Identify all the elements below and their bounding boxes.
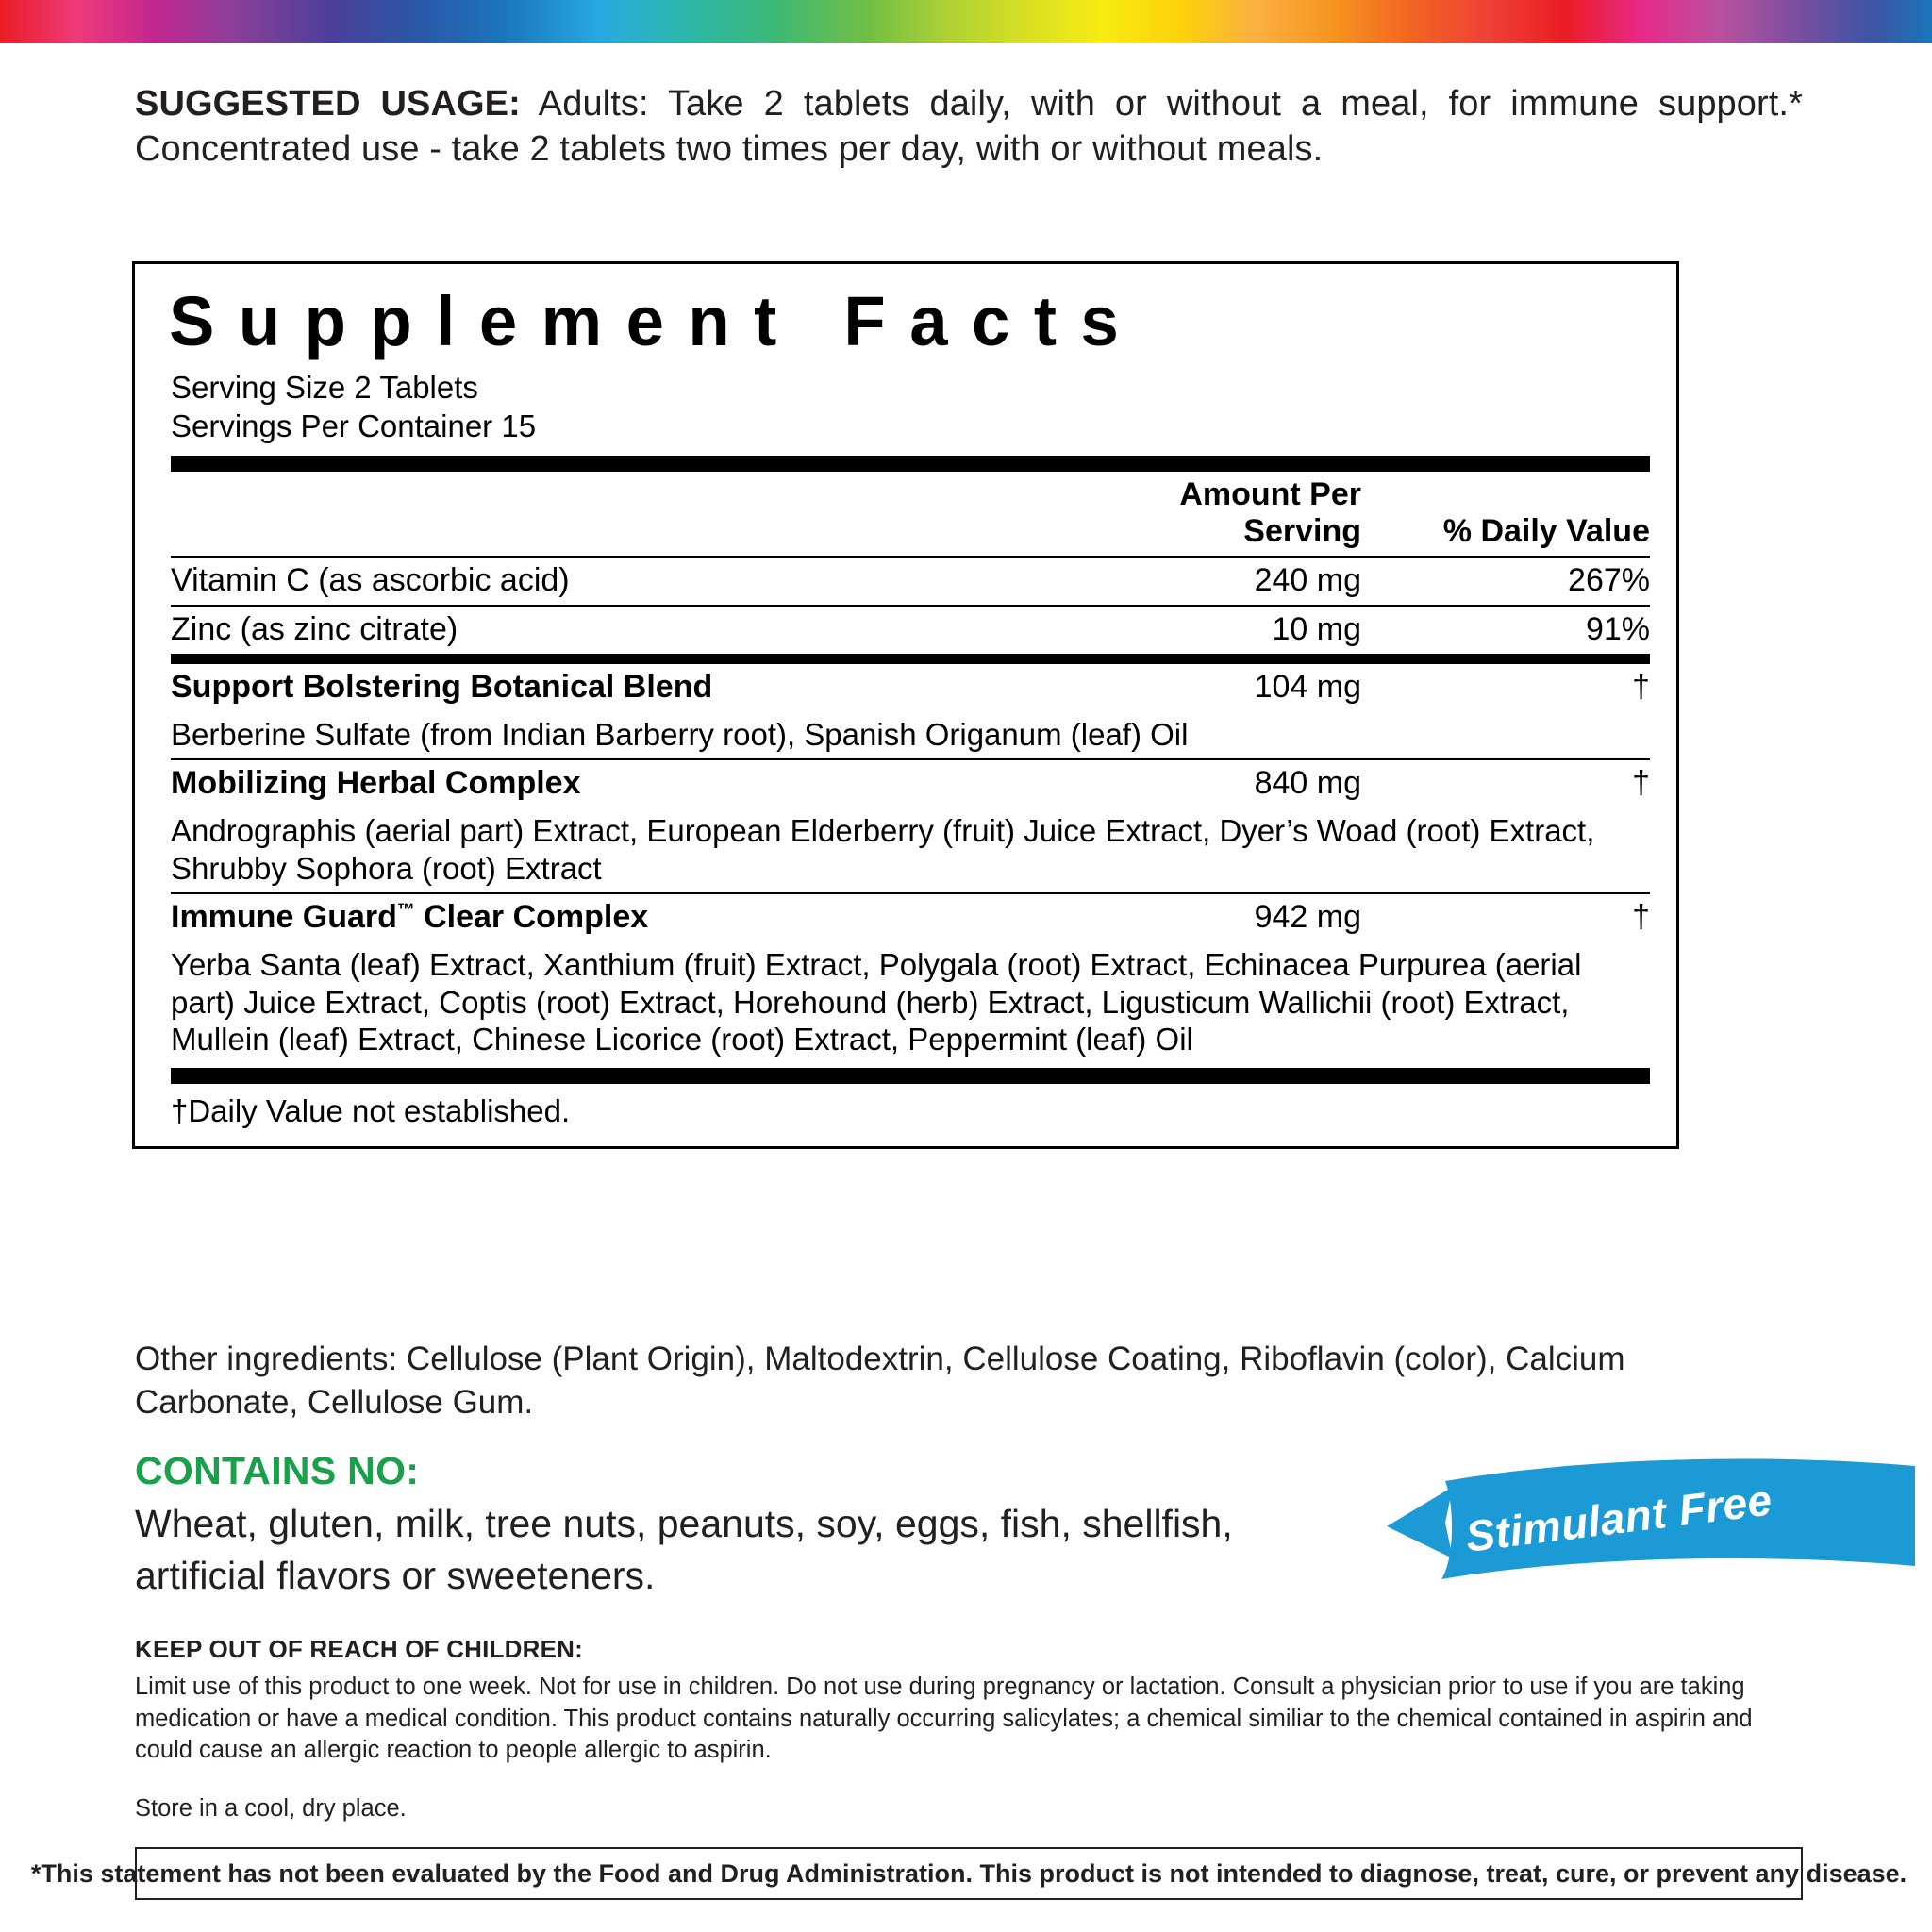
- blend-row-3: [171, 894, 1650, 1064]
- header-amount-per-serving: Amount Per Serving: [1179, 475, 1361, 549]
- nutrient-rows-2: [171, 607, 1650, 654]
- blend-ingredients: Yerba Santa (leaf) Extract, Xanthium (fruit) Extract, Polygala (root) Extract, Echinacea Purpurea (aerial part) Juice Extract, Coptis (root) Extract, Horehound (herb) Extract, Ligusticum Wallichii (root) Extract, Mullein (leaf) Extract, Chinese Licorice (root) Extract, Peppermint (leaf) Oil: [171, 947, 1582, 1058]
- suggested-usage: [135, 81, 1803, 173]
- nutrient-rows: [171, 558, 1650, 605]
- servings-per-container: Servings Per Container 15: [171, 408, 537, 444]
- blend-amount: 942 mg: [1254, 899, 1361, 936]
- table-row: [171, 808, 1650, 892]
- table-row: [171, 760, 1650, 808]
- keep-out-of-reach-title: KEEP OUT OF REACH OF CHILDREN:: [135, 1635, 583, 1663]
- nutrient-dv: 91%: [1585, 610, 1650, 647]
- contains-no-list: Wheat, gluten, milk, tree nuts, peanuts, soy, eggs, fish, shellfish, artificial flavors or sweeteners.: [135, 1502, 1233, 1597]
- supplement-facts-panel: [132, 261, 1679, 1149]
- blend-name: Mobilizing Herbal Complex: [171, 765, 581, 802]
- table-row: [171, 558, 1650, 605]
- fda-disclaimer-text: *This statement has not been evaluated by the Food and Drug Administration. This product is not intended to diagnose, treat, cure, or prevent any disease.: [30, 1858, 1907, 1888]
- blend-name: [171, 894, 1078, 941]
- suggested-usage-text: Adults: Take 2 tablets daily, with or without a meal, for immune support.* Concentrated use - take 2 tablets two times per day, with or without meals.: [135, 84, 1803, 170]
- nutrient-name: Vitamin C (as ascorbic acid): [171, 561, 570, 598]
- fda-disclaimer-box: [30, 1847, 1907, 1900]
- blend-dv: †: [1632, 765, 1650, 802]
- supplement-facts-title: Supplement Facts: [169, 282, 1143, 360]
- rainbow-decorative-bar: [0, 0, 1932, 43]
- blend-dv: †: [1632, 668, 1650, 705]
- blend-ingredients: Andrographis (aerial part) Extract, European Elderberry (fruit) Juice Extract, Dyer’s Woad (root) Extract, Shrubby Sophora (root) Extract: [171, 813, 1595, 886]
- table-row: [171, 941, 1650, 1064]
- divider-thick-top: [171, 456, 1650, 472]
- nutrient-dv: 267%: [1568, 561, 1650, 598]
- other-ingredients: Other ingredients: Cellulose (Plant Origin), Maltodextrin, Cellulose Coating, Riboflavin (color), Calcium Carbonate, Cellulose Gum.: [135, 1341, 1625, 1421]
- blend-amount: 840 mg: [1254, 765, 1361, 802]
- header-daily-value: % Daily Value: [1442, 512, 1650, 549]
- trademark-symbol: ™: [396, 899, 415, 920]
- blend-amount: 104 mg: [1254, 668, 1361, 705]
- contains-no-heading: CONTAINS NO:: [135, 1449, 420, 1492]
- suggested-usage-label: SUGGESTED USAGE:: [135, 84, 521, 124]
- storage-instructions: Store in a cool, dry place.: [135, 1795, 407, 1822]
- blend-name: Support Bolstering Botanical Blend: [171, 668, 713, 705]
- table-row: [171, 711, 1650, 759]
- keep-out-of-reach-body: Limit use of this product to one week. Not for use in children. Do not use during pregnancy or lactation. Consult a physician prior to use if you are taking medication or have a medical condition. This product contains naturally occurring salicylates; a chemical similiar to the chemical contained in aspirin and could cause an allergic reaction to people allergic to aspirin.: [135, 1674, 1753, 1764]
- daily-value-footnote: †Daily Value not established.: [171, 1093, 571, 1129]
- nutrient-amount: 240 mg: [1254, 561, 1361, 598]
- blend-row-1: [171, 664, 1650, 759]
- blend-ingredients: Berberine Sulfate (from Indian Barberry root), Spanish Origanum (leaf) Oil: [171, 716, 1189, 752]
- divider-med-1: [171, 654, 1650, 664]
- stimulant-free-ribbon: [1387, 1453, 1915, 1613]
- serving-size: Serving Size 2 Tablets: [171, 370, 478, 405]
- table-row: [171, 664, 1650, 711]
- supplement-facts-table: [171, 472, 1650, 556]
- table-row: [171, 607, 1650, 654]
- ribbon-label: Stimulant Free: [1462, 1474, 1775, 1561]
- blend-name-post: Clear Complex: [414, 899, 649, 936]
- blend-name-pre: Immune Guard: [171, 899, 397, 936]
- divider-thick-bottom: [171, 1068, 1650, 1084]
- blend-row-2: [171, 760, 1650, 892]
- blend-dv: †: [1632, 899, 1650, 936]
- table-row: [171, 894, 1650, 941]
- nutrient-name: Zinc (as zinc citrate): [171, 610, 458, 647]
- header-blank: [171, 472, 1078, 556]
- table-header-row: [171, 472, 1650, 556]
- nutrient-amount: 10 mg: [1272, 610, 1361, 647]
